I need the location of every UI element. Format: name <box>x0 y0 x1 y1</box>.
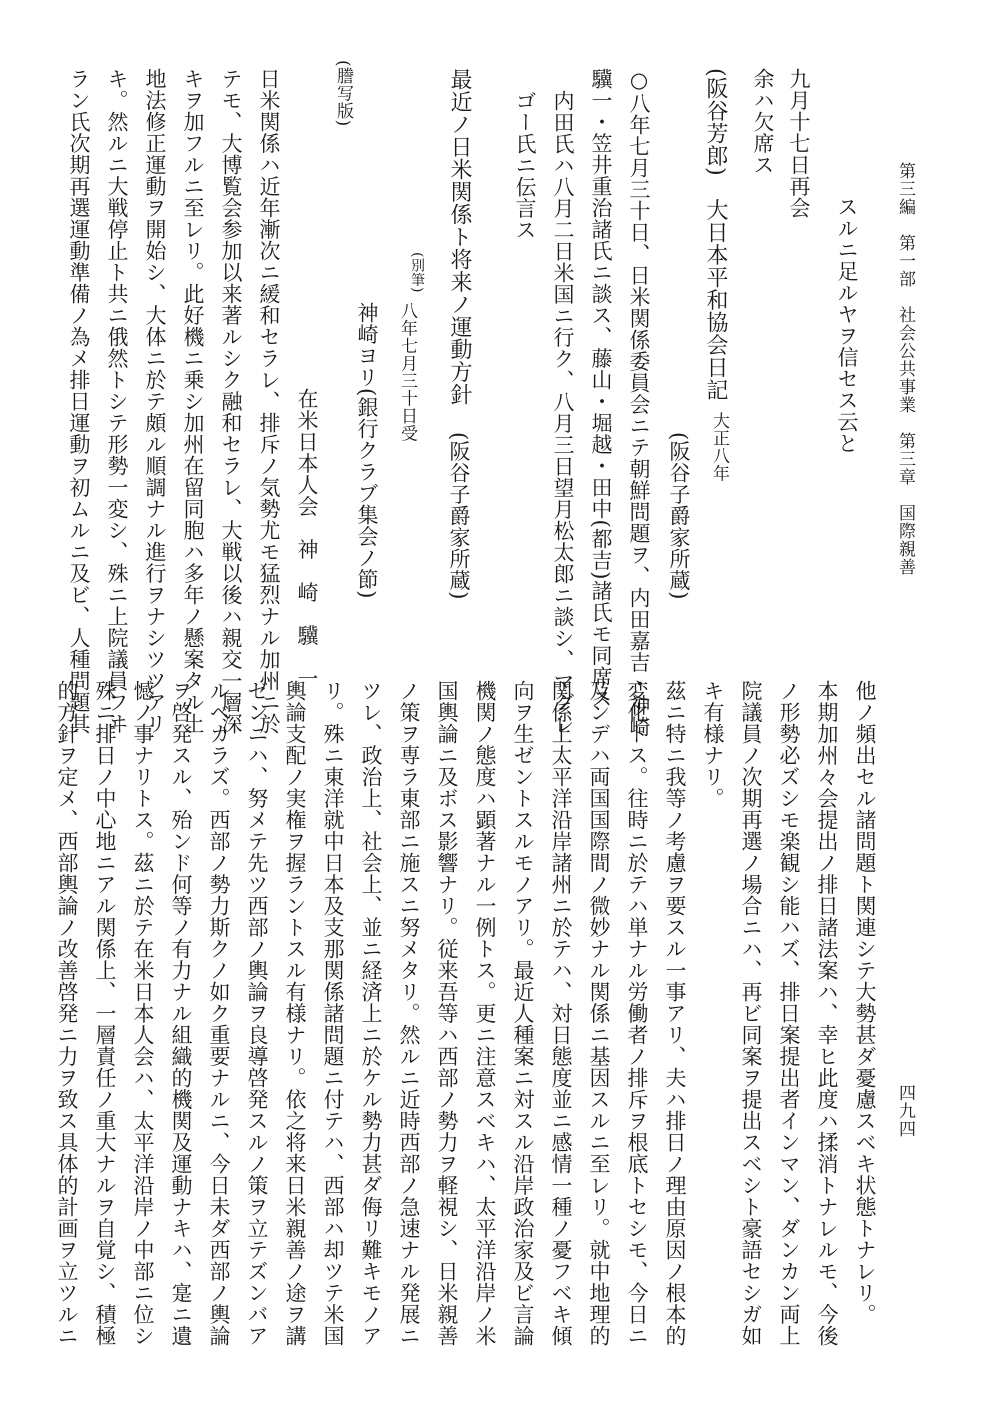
body-line: 本期加州々会提出ノ排日諸法案ハ、幸ヒ此度ハ揉消トナレルモ、今後 <box>815 680 839 1347</box>
body-line: ルベカラズ。西部ノ勢力斯クノ如ク重要ナルニ、今日未ダ西部ノ輿論 <box>207 680 231 1347</box>
diary-entry-line: 内田氏ハ八月二日米国ニ行ク、八月三日望月松太郎ニ談シ、マグレ <box>551 90 575 735</box>
body-line: ゼンニハ、努メテ先ツ西部ノ輿論ヲ良導啓発スルノ策ヲ立テズンバア <box>245 680 269 1347</box>
running-title: 第三編 第一部 社会公共事業 第三章 国際親善 <box>895 162 915 576</box>
body-line: ラン氏次期再選運動準備ノ為メ排日運動ヲ初ムルニ及ビ、人種問題其 <box>67 68 91 735</box>
body-line: 地法修正運動ヲ開始シ、大体ニ於テ頗ル順調ナル進行ヲナシツツアリ <box>143 68 167 735</box>
author-line: 在米日本人会 神 崎 驥 一 <box>295 388 319 689</box>
body-line: 憾ノ事ナリトス。茲ニ於テ在米日本人会ハ、太平洋沿岸ノ中部ニ位シ <box>131 680 155 1347</box>
diary-entry-line: ゴー氏ニ伝言ス <box>513 90 537 241</box>
body-line: ツレ、政治上、社会上、並ニ経済上ニ於ケル勢力甚ダ侮リ難キモノア <box>359 680 383 1347</box>
body-line: ノ策ヲ専ラ東部ニ施スニ努メタリ。然ルニ近時西部ノ急速ナル発展ニ <box>397 680 421 1347</box>
body-line: キヲ加フルニ至レリ。此好機ニ乗シ加州在留同胞ハ多年ノ懸案タル土 <box>181 68 205 735</box>
received-date: 八年七月三十日受 <box>397 302 417 442</box>
body-line: 的方針ヲ定メ、西部輿論ノ改善啓発ニ力ヲ致ス具体的計画ヲ立ツルニ <box>55 680 79 1347</box>
page-number: 四九四 <box>895 1084 915 1138</box>
diary-source: (阪谷子爵家所蔵) <box>667 432 691 600</box>
body-line: テモ、大博覧会参加以来著ルシク融和セラレ、大戦以後ハ親交一層深 <box>219 68 243 735</box>
body-line: 機関ノ態度ハ顕著ナル一例トス。更ニ注意スベキハ、太平洋沿岸ノ米 <box>473 680 497 1347</box>
hand-annotation: (別筆) <box>409 252 425 293</box>
body-line: 日米関係ハ近年漸次ニ緩和セラレ、排斥ノ気勢尤モ猛烈ナル加州ニ於 <box>257 68 281 735</box>
diary-era: 大正八年 <box>709 412 729 482</box>
body-line: リ。殊ニ東洋就中日本及支那関係諸問題ニ付テハ、西部ハ却ツテ米国 <box>321 680 345 1347</box>
body-line: 関係上太平洋沿岸諸州ニ於テハ、対日態度並ニ感情一種ノ憂フベキ傾 <box>549 680 573 1347</box>
diary-heading: (阪谷芳郎) 大日本平和協会日記 <box>703 68 728 402</box>
body-line: 及ンデハ両国国際間ノ微妙ナル関係ニ基因スルニ至レリ。就中地理的 <box>587 680 611 1347</box>
diary-entry-line: 驥一・笠井重治諸氏ニ談ス、藤山・堀越・田中(都吉)諸氏モ同席ス <box>589 68 613 709</box>
article-source: (阪谷子爵家所蔵) <box>447 432 471 600</box>
mimeograph-note: (謄写版) <box>333 60 353 127</box>
body-line: 殊ニ排日ノ中心地ニアル関係上、一層責任ノ重大ナルヲ自覚シ、積極 <box>93 680 117 1347</box>
body-line: 院議員ノ次期再選ノ場合ニハ、再ビ同案ヲ提出スベシト豪語セシガ如 <box>739 680 763 1347</box>
diary-entry-line: ○八年七月三十日、日米関係委員会ニテ朝鮮問題ヲ、内田嘉吉・神崎 <box>627 68 651 738</box>
body-line: 向ヲ生ゼントスルモノアリ。最近人種案ニ対スル沿岸政治家及ビ言論 <box>511 680 535 1347</box>
sender-note: 神崎ヨリ(銀行クラブ集会ノ節) <box>355 302 379 599</box>
body-line: 他ノ頻出セル諸問題ト関連シテ大勢甚ダ憂慮スベキ状態トナレリ。 <box>853 680 877 1325</box>
body-line: ヲ啓発スル、殆ンド何等ノ有力ナル組織的機関及運動ナキハ、寔ニ遺 <box>169 680 193 1347</box>
absent-note: 余ハ欠席ス <box>751 68 775 176</box>
body-line: キ。然ルニ大戦停止ト共ニ俄然トシテ形勢一変シ、殊ニ上院議員フヰ <box>105 68 129 735</box>
body-line: キ有様ナリ。 <box>701 680 725 809</box>
carry-over-line: スルニ足ルヤヲ信セス云と <box>835 196 859 454</box>
body-line: 茲ニ特ニ我等ノ考慮ヲ要スル一事アリ、夫ハ排日ノ理由原因ノ根本的 <box>663 680 687 1347</box>
body-line: 変化トス。往時ニ於テハ単ナル労働者ノ排斥ヲ根底トセシモ、今日ニ <box>625 680 649 1347</box>
body-line: 国輿論ニ及ボス影響ナリ。従来吾等ハ西部ノ勢力ヲ軽視シ、日米親善 <box>435 680 459 1347</box>
body-line: ノ形勢必ズシモ楽観シ能ハズ、排日案提出者インマン、ダンカン両上 <box>777 680 801 1347</box>
meeting-date: 九月十七日再会 <box>787 68 811 219</box>
body-line: 輿論支配ノ実権ヲ握ラントスル有様ナリ。依之将来日米親善ノ途ヲ講 <box>283 680 307 1347</box>
article-title: 最近ノ日米関係ト将来ノ運動方針 <box>447 68 472 406</box>
